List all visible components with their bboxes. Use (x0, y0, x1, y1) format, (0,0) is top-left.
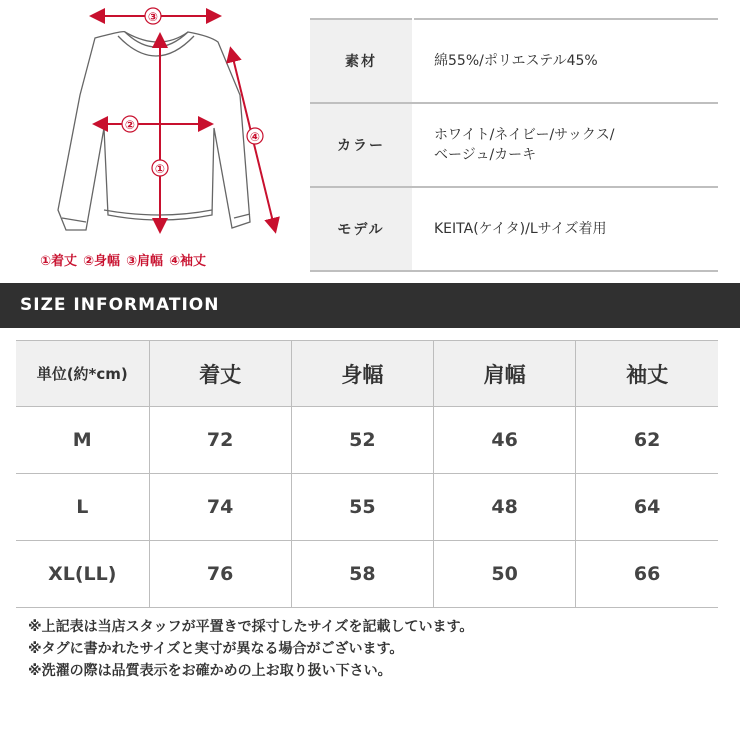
table-cell: 55 (291, 474, 433, 541)
table-row (16, 474, 718, 541)
spec-value-line: ベージュ/カーキ (434, 147, 537, 163)
size-table (16, 340, 718, 608)
spec-value (413, 103, 718, 187)
sweatshirt-illustration (0, 0, 300, 250)
spec-row-material (310, 19, 718, 103)
spec-key: モデル (310, 187, 413, 271)
table-cell: 62 (576, 407, 718, 474)
size-table-header (16, 341, 718, 407)
table-cell: 66 (576, 541, 718, 608)
marker-length: ① (154, 162, 166, 176)
table-cell: 50 (434, 541, 576, 608)
table-cell: 72 (149, 407, 291, 474)
header-sleeve: 袖丈 (576, 341, 718, 407)
header-length: 着丈 (149, 341, 291, 407)
legend-item: ③肩幅 (126, 254, 164, 269)
marker-chest: ② (124, 118, 136, 132)
measurement-legend (40, 250, 280, 269)
note-line: ※上記表は当店スタッフが平置きで採寸したサイズを記載しています。 (28, 619, 474, 635)
size-label: L (16, 474, 149, 541)
note-line: ※タグに書かれたサイズと実寸が異なる場合がございます。 (28, 641, 404, 657)
table-cell: 46 (434, 407, 576, 474)
table-cell: 52 (291, 407, 433, 474)
spec-value (413, 19, 718, 103)
table-cell: 74 (149, 474, 291, 541)
spec-value-line: 綿55%/ポリエステル45% (434, 53, 598, 69)
legend-item: ②身幅 (83, 254, 121, 269)
table-cell: 58 (291, 541, 433, 608)
marker-sleeve: ④ (249, 130, 261, 144)
header-width: 身幅 (291, 341, 433, 407)
spec-row-model (310, 187, 718, 271)
garment-diagram (0, 0, 300, 280)
spec-row-color (310, 103, 718, 187)
table-row (16, 407, 718, 474)
marker-shoulder: ③ (147, 10, 159, 24)
section-title: SIZE INFORMATION (20, 295, 220, 315)
spec-key: 素材 (310, 19, 413, 103)
spec-value (413, 187, 718, 271)
table-cell: 76 (149, 541, 291, 608)
header-shoulder: 肩幅 (434, 341, 576, 407)
table-cell: 64 (576, 474, 718, 541)
legend-item: ①着丈 (40, 254, 78, 269)
spec-value-line: KEITA(ケイタ)/Lサイズ着用 (434, 221, 607, 237)
legend-item: ④袖丈 (169, 254, 207, 269)
size-label: M (16, 407, 149, 474)
section-header-bar (0, 283, 740, 328)
table-row (16, 541, 718, 608)
size-label: XL(LL) (16, 541, 149, 608)
table-cell: 48 (434, 474, 576, 541)
garment-outline (58, 32, 250, 230)
note-line: ※洗濯の際は品質表示をお確かめの上お取り扱い下さい。 (28, 663, 392, 679)
spec-key: カラー (310, 103, 413, 187)
notes (28, 616, 473, 682)
product-spec-table (310, 18, 718, 272)
spec-value-line: ホワイト/ネイビー/サックス/ (434, 127, 615, 143)
header-unit: 単位(約*cm) (16, 341, 149, 407)
